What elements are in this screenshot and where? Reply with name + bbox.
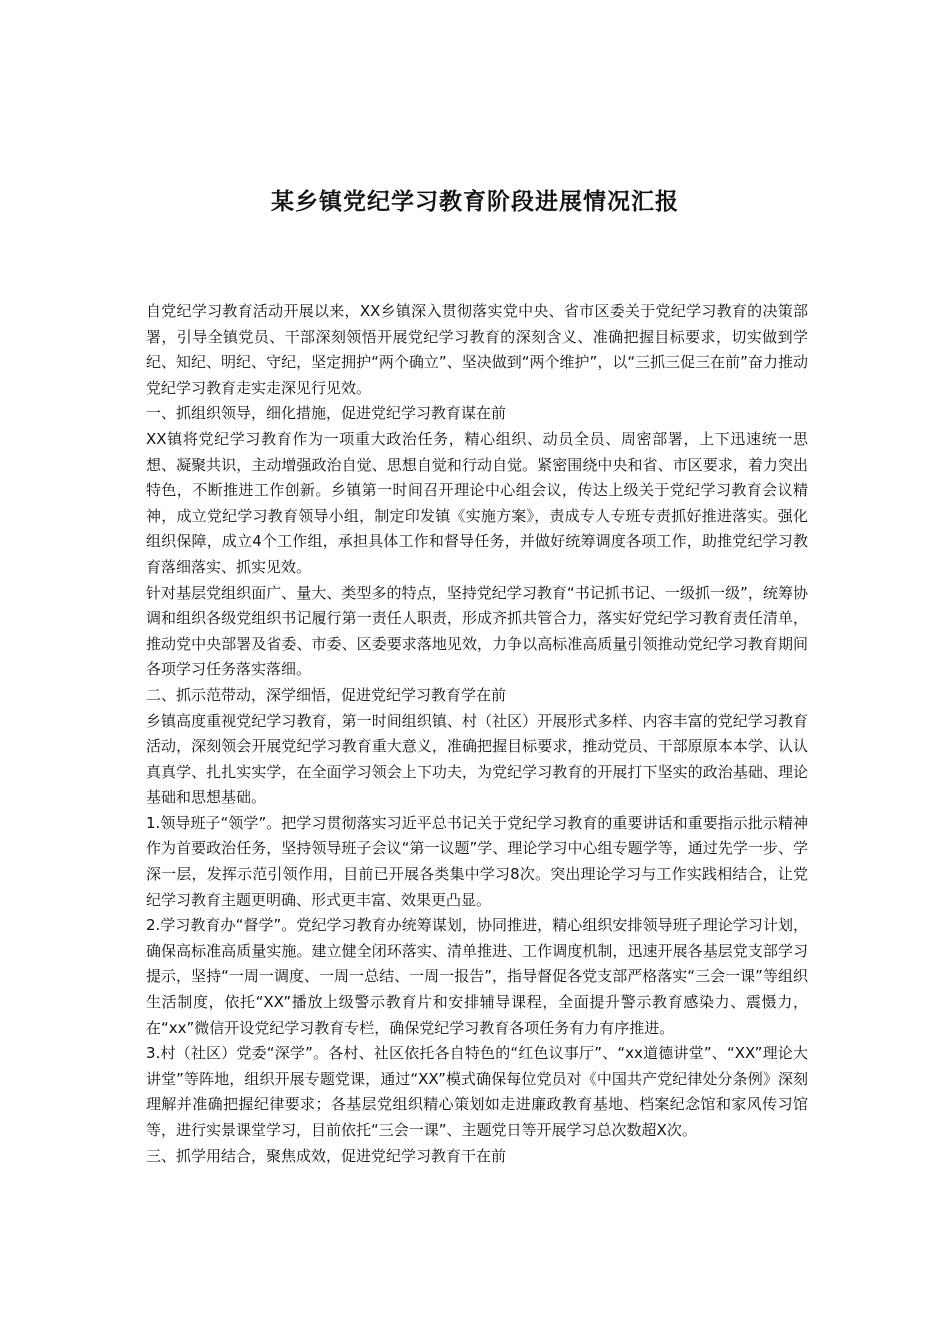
body-paragraph: 针对基层党组织面广、量大、类型多的特点，坚持党纪学习教育“书记抓书记、一级抓一级”，统筹协调和组织各级党组织书记履行第一责任人职责，形成齐抓共管合力，落实好党纪学习教育责任清单，推动党中央部署及省委、市委、区委要求落地见效，力争以高标准高质量引领推动党纪学习教育期间各项学习任务落实落细。 [146,583,808,679]
document-title: 某乡镇党纪学习教育阶段进展情况汇报 [271,189,679,215]
body-paragraph: 乡镇高度重视党纪学习教育，第一时间组织镇、村（社区）开展形式多样、内容丰富的党纪学习教育活动，深刻领会开展党纪学习教育重大意义，准确把握目标要求，推动党员、干部原原本本学、认认真真学、扎扎实实学，在全面学习领会上下功夫，为党纪学习教育的开展打下坚实的政治基础、理论基础和思想基础。 [146,711,808,807]
body-paragraph: XX镇将党纪学习教育作为一项重大政治任务，精心组织、动员全员、周密部署，上下迅速统一思想、凝聚共识，主动增强政治自觉、思想自觉和行动自觉。紧密围绕中央和省、市区要求，着力突出特色，不断推进工作创新。乡镇第一时间召开理论中心组会议，传达上级关于党纪学习教育会议精神，成立党纪学习教育领导小组，制定印发镇《实施方案》，责成专人专班专责抓好推进落实。强化组织保障，成立4个工作组，承担具体工作和督导任务，并做好统筹调度各项工作，助推党纪学习教育落细落实、抓实见效。 [146,429,808,576]
section-heading-3: 三、抓学用结合，聚焦成效，促进党纪学习教育干在前 [146,1146,507,1165]
document-body [146,299,808,1169]
section-heading-2: 二、抓示范带动，深学细悟，促进党纪学习教育学在前 [146,685,507,704]
intro-paragraph: 自党纪学习教育活动开展以来，XX乡镇深入贯彻落实党中央、省市区委关于党纪学习教育的决策部署，引导全镇党员、干部深刻领悟开展党纪学习教育的深刻含义、准确把握目标要求，切实做到学纪、知纪、明纪、守纪，坚定拥护“两个确立”、坚决做到“两个维护”，以“三抓三促三在前”奋力推动党纪学习教育走实走深见行见效。 [146,302,808,397]
list-item-2: 2.学习教育办“督学”。党纪学习教育办统筹谋划，协同推进，精心组织安排领导班子理论学习计划，确保高标准高质量实施。建立健全闭环落实、清单推进、工作调度机制，迅速开展各基层党支部学习提示，坚持“一周一调度、一周一总结、一周一报告”，指导督促各党支部严格落实“三会一课”等组织生活制度，依托“XX”播放上级警示教育片和安排辅导课程，全面提升警示教育感染力、震慑力，在“xx”微信开设党纪学习教育专栏，确保党纪学习教育各项任务有力有序推进。 [146,916,808,1037]
section-heading-1: 一、抓组织领导，细化措施，促进党纪学习教育谋在前 [146,404,507,423]
list-item-3: 3.村（社区）党委“深学”。各村、社区依托各自特色的“红色议事厅”、“xx道德讲堂”、“XX”理论大讲堂”等阵地，组织开展专题党课，通过“XX”模式确保每位党员对《中国共产党纪律处分条例》深刻理解并准确把握纪律要求；各基层党组织精心策划如走进廉政教育基地、档案纪念馆和家风传习馆等，进行实景课堂学习，目前依托“三会一课”、主题党日等开展学习总次数超X次。 [146,1044,808,1139]
list-item-1: 1.领导班子“领学”。把学习贯彻落实习近平总书记关于党纪学习教育的重要讲话和重要指示批示精神作为首要政治任务，坚持领导班子会议“第一议题”学、理论学习中心组专题学等，通过先学一步、学深一层，发挥示范引领作用，目前已开展各类集中学习8次。突出理论学习与工作实践相结合，让党纪学习教育主题更明确、形式更丰富、效果更凸显。 [146,813,808,909]
